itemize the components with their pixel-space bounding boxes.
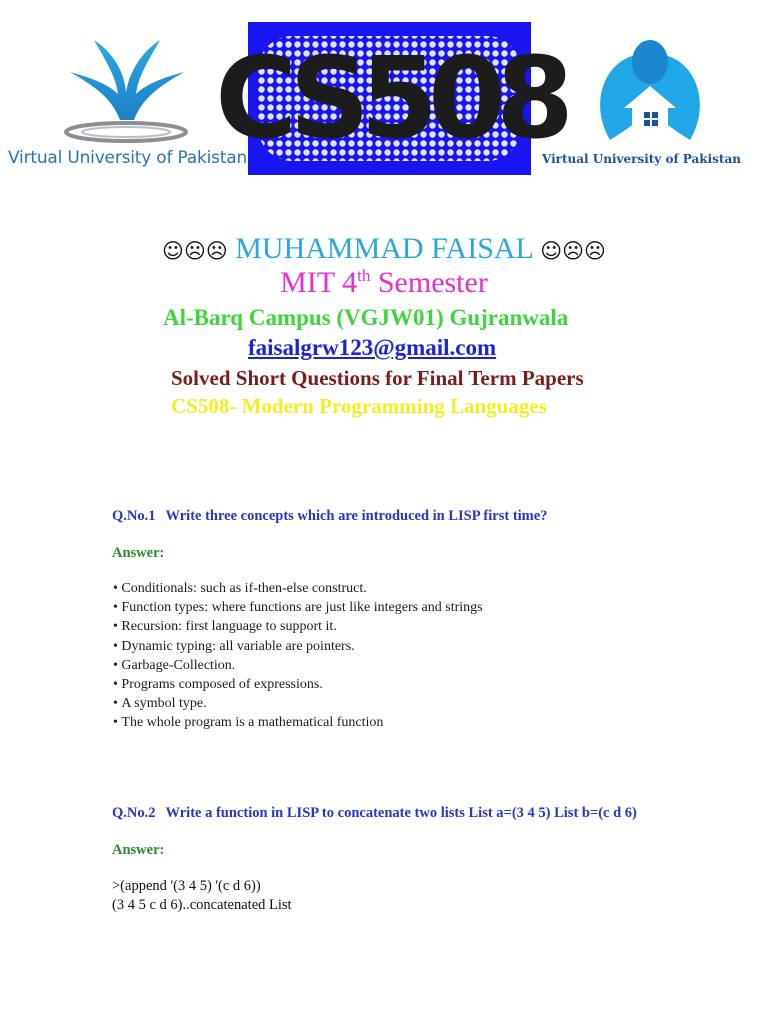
question-number: Q.No.1: [112, 508, 156, 524]
course-title: CS508- Modern Programming Languages: [171, 394, 547, 418]
question-text: Write three concepts which are introduced in LISP first time?: [165, 508, 548, 524]
author-name: MUHAMMAD FAISAL: [235, 232, 533, 265]
semester-line: [0, 266, 768, 300]
question-number: Q.No.2: [112, 805, 156, 821]
answer-label: Answer:: [112, 842, 165, 858]
semester-suffix: Semester: [370, 266, 488, 299]
smiley-right-icon: ☺☹☹: [540, 239, 606, 263]
document-subtitle: Solved Short Questions for Final Term Papers: [171, 366, 584, 390]
whale-tail-logo-icon: [8, 36, 243, 148]
author-name-line: [0, 232, 768, 266]
campus-line: Al-Barq Campus (VGJW01) Gujranwala: [163, 305, 569, 330]
list-item: • Function types: where functions are just like integers and strings: [113, 598, 483, 617]
list-item: • Programs composed of expressions.: [113, 675, 483, 694]
smiley-left-icon: ☺☹☹: [162, 239, 228, 263]
semester-sup: th: [357, 266, 371, 285]
code-line: (3 4 5 c d 6)..concatenated List: [112, 896, 292, 913]
vu-logo-right: [540, 36, 760, 176]
answer-code: [112, 877, 292, 914]
semester-prefix: MIT 4: [280, 266, 358, 299]
answer-bullet-list: [113, 579, 483, 733]
email-link[interactable]: faisalgrw123@gmail.com: [248, 335, 497, 360]
list-item: • Garbage-Collection.: [113, 656, 483, 675]
code-line: >(append '(3 4 5) '(c d 6)): [112, 878, 261, 894]
left-logo-caption: Virtual University of Pakistan: [8, 148, 248, 168]
vu-logo-left: [8, 36, 248, 181]
question-2: [112, 805, 637, 822]
question-1: [112, 508, 547, 525]
list-item: • Recursion: first language to support it.: [113, 617, 483, 636]
answer-label: Answer:: [112, 545, 165, 561]
course-badge: [215, 22, 564, 175]
list-item: • The whole program is a mathematical function: [113, 713, 483, 732]
list-item: • Conditionals: such as if-then-else construct.: [113, 579, 483, 598]
list-item: • Dynamic typing: all variable are pointers.: [113, 637, 483, 656]
house-logo-icon: [540, 36, 760, 148]
question-text: Write a function in LISP to concatenate two lists List a=(3 4 5) List b=(c d 6): [165, 805, 637, 821]
list-item: • A symbol type.: [113, 694, 483, 713]
badge-label: CS508: [215, 33, 564, 164]
right-logo-caption: Virtual University of Pakistan: [542, 152, 741, 166]
